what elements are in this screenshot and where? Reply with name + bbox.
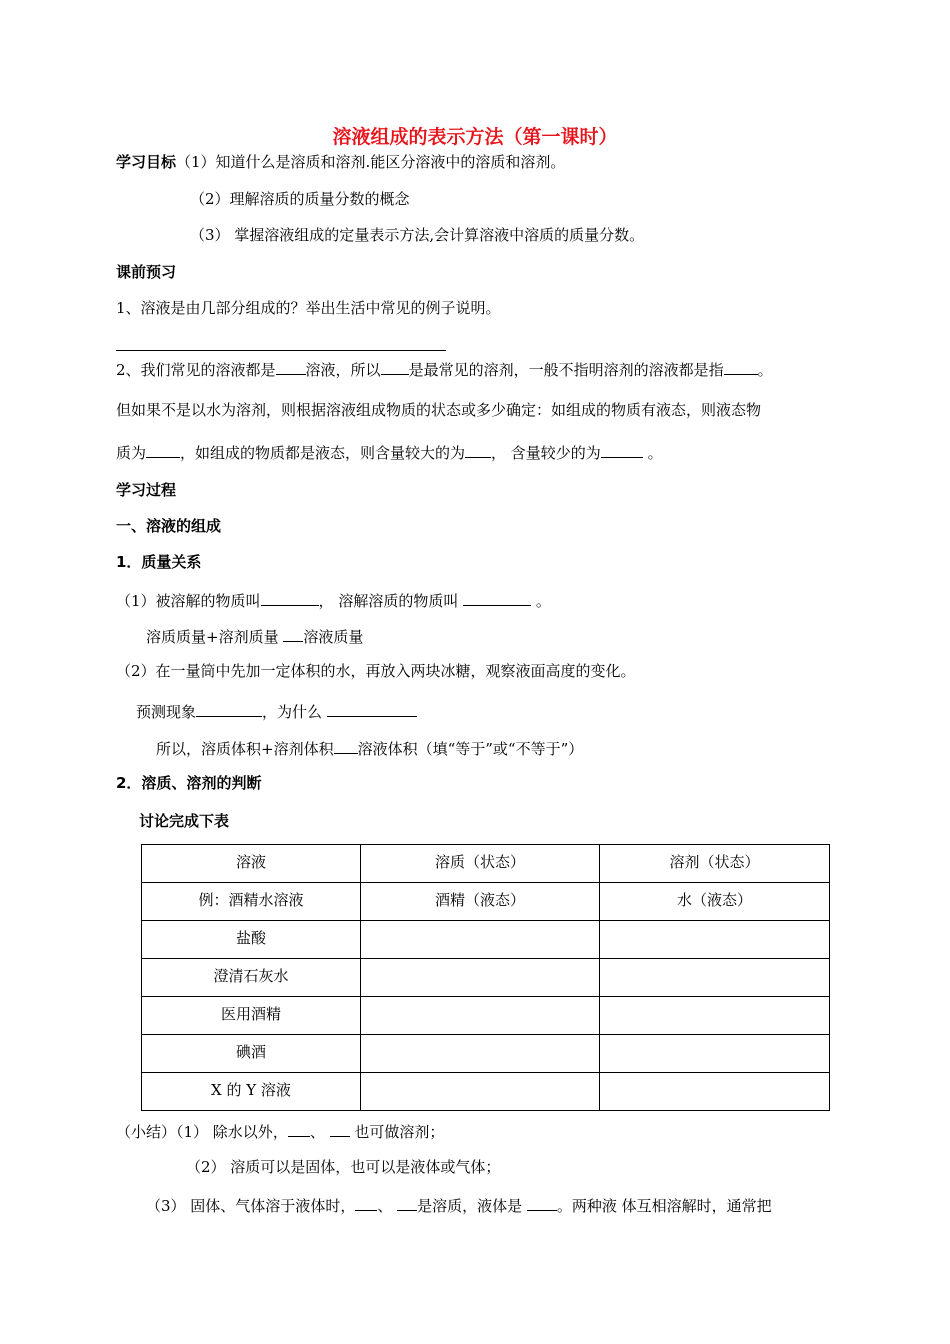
blank [724, 358, 758, 375]
table-caption: 讨论完成下表 [139, 812, 230, 830]
blank [601, 441, 643, 458]
volume-conclusion [156, 737, 583, 759]
table-row [142, 921, 830, 959]
objective-3: （3） 掌握溶液组成的定量表示方法,会计算溶液中溶质的质量分数。 [190, 226, 645, 244]
blank [397, 1194, 417, 1211]
q2-text-b: 溶液，所以 [305, 361, 381, 379]
q2-line3-b: ，如组成的物质都是液态，则含量较大的为 [180, 444, 466, 462]
table-row [142, 997, 830, 1035]
preview-question-2-line3 [116, 441, 663, 463]
summary-3-a: （3） 固体、气体溶于液体时， [146, 1197, 356, 1215]
blank [146, 441, 180, 458]
table-cell [361, 1035, 600, 1073]
blank [334, 737, 358, 754]
summary-1-b: 、 [309, 1123, 330, 1141]
preview-question-2-line2: 但如果不是以水为溶剂，则根据溶液组成物质的状态或多少确定：如组成的物质有液态，则液态物 [116, 401, 762, 419]
table-cell: 澄清石灰水 [142, 959, 361, 997]
summary-2: （2） 溶质可以是固体，也可以是液体或气体； [186, 1158, 501, 1176]
table-row [142, 959, 830, 997]
summary-3 [146, 1194, 772, 1216]
table-cell: 酒精（液态） [361, 883, 600, 921]
summary-1-c: 也可做溶剂； [349, 1123, 445, 1141]
predict-text-a: 预测现象 [136, 703, 197, 721]
q2-line3-d: 。 [642, 444, 663, 462]
summary-1-a: （小结）（1） 除水以外， [116, 1123, 288, 1141]
table-cell [600, 997, 830, 1035]
table-cell [600, 1073, 830, 1111]
eq-text-a: 溶质质量+溶剂质量 [146, 628, 284, 646]
blank [288, 1120, 310, 1137]
mass-relation-question [116, 589, 551, 611]
solution-table [141, 844, 830, 1111]
table-cell [361, 959, 600, 997]
blank [276, 358, 306, 375]
subsection-2-heading: 2．溶质、溶剂的判断 [116, 774, 262, 792]
table-cell [361, 997, 600, 1035]
blank [283, 625, 303, 642]
blank [381, 358, 409, 375]
p1-text-a: （1）被溶解的物质叫 [116, 592, 261, 610]
blank [527, 1194, 557, 1211]
table-row [142, 1035, 830, 1073]
answer-blank-line [116, 350, 446, 351]
table-cell: 水（液态） [600, 883, 830, 921]
so-text-b: 溶液体积（填“等于”或“不等于”） [357, 740, 584, 758]
header-solution: 溶液 [142, 845, 361, 883]
q2-text-c: 是最常见的溶剂，一般不指明溶剂的溶液都是指 [408, 361, 724, 379]
preview-question-2 [116, 358, 773, 380]
table-header-row [142, 845, 830, 883]
table-cell: 例：酒精水溶液 [142, 883, 361, 921]
objective-1-text: （1）知道什么是溶质和溶剂.能区分溶液中的溶质和溶剂。 [176, 153, 566, 171]
objectives-label: 学习目标 [116, 153, 177, 171]
table-cell [600, 921, 830, 959]
table-cell [600, 959, 830, 997]
table-cell: 盐酸 [142, 921, 361, 959]
predict-text-b: ，为什么 [262, 703, 327, 721]
blank [355, 1194, 377, 1211]
table-cell: 医用酒精 [142, 997, 361, 1035]
blank [463, 589, 531, 606]
subsection-1-heading: 1．质量关系 [116, 553, 202, 571]
section-1-heading: 一、溶液的组成 [116, 517, 222, 535]
blank [196, 700, 262, 717]
objective-2: （2）理解溶质的质量分数的概念 [190, 190, 410, 208]
table-cell: 碘酒 [142, 1035, 361, 1073]
summary-1 [116, 1120, 444, 1142]
header-solvent: 溶剂（状态） [600, 845, 830, 883]
q2-text-a: 2、我们常见的溶液都是 [116, 361, 276, 379]
blank [327, 700, 417, 717]
process-heading: 学习过程 [116, 481, 177, 499]
preview-question-1: 1、溶液是由几部分组成的？举出生活中常见的例子说明。 [116, 299, 501, 317]
header-solute: 溶质（状态） [361, 845, 600, 883]
experiment-question: （2）在一量筒中先加一定体积的水，再放入两块冰糖，观察液面高度的变化。 [116, 662, 636, 680]
objective-1 [116, 152, 565, 172]
table-cell [600, 1035, 830, 1073]
preview-heading: 课前预习 [116, 263, 177, 281]
so-text-a: 所以，溶质体积+溶剂体积 [156, 740, 334, 758]
blank [465, 441, 491, 458]
mass-equation [146, 625, 363, 647]
table-cell: X 的 Y 溶液 [142, 1073, 361, 1111]
eq-text-b: 溶液质量 [303, 628, 364, 646]
summary-3-b: 、 [377, 1197, 398, 1215]
q2-line3-a: 质为 [116, 444, 147, 462]
summary-3-c: 是溶质，液体是 [417, 1197, 527, 1215]
p1-text-c: 。 [531, 592, 551, 610]
table-row [142, 1073, 830, 1111]
q2-line3-c: ， 含量较少的为 [491, 444, 601, 462]
blank [330, 1120, 350, 1137]
table-cell [361, 1073, 600, 1111]
prediction-line [136, 700, 417, 722]
summary-3-d: 。两种液 体互相溶解时，通常把 [556, 1197, 772, 1215]
q2-text-d: 。 [757, 361, 773, 379]
blank [261, 589, 319, 606]
table-row [142, 883, 830, 921]
table-cell [361, 921, 600, 959]
p1-text-b: ， 溶解溶质的物质叫 [318, 592, 464, 610]
page-title: 溶液组成的表示方法（第一课时） [332, 126, 618, 148]
